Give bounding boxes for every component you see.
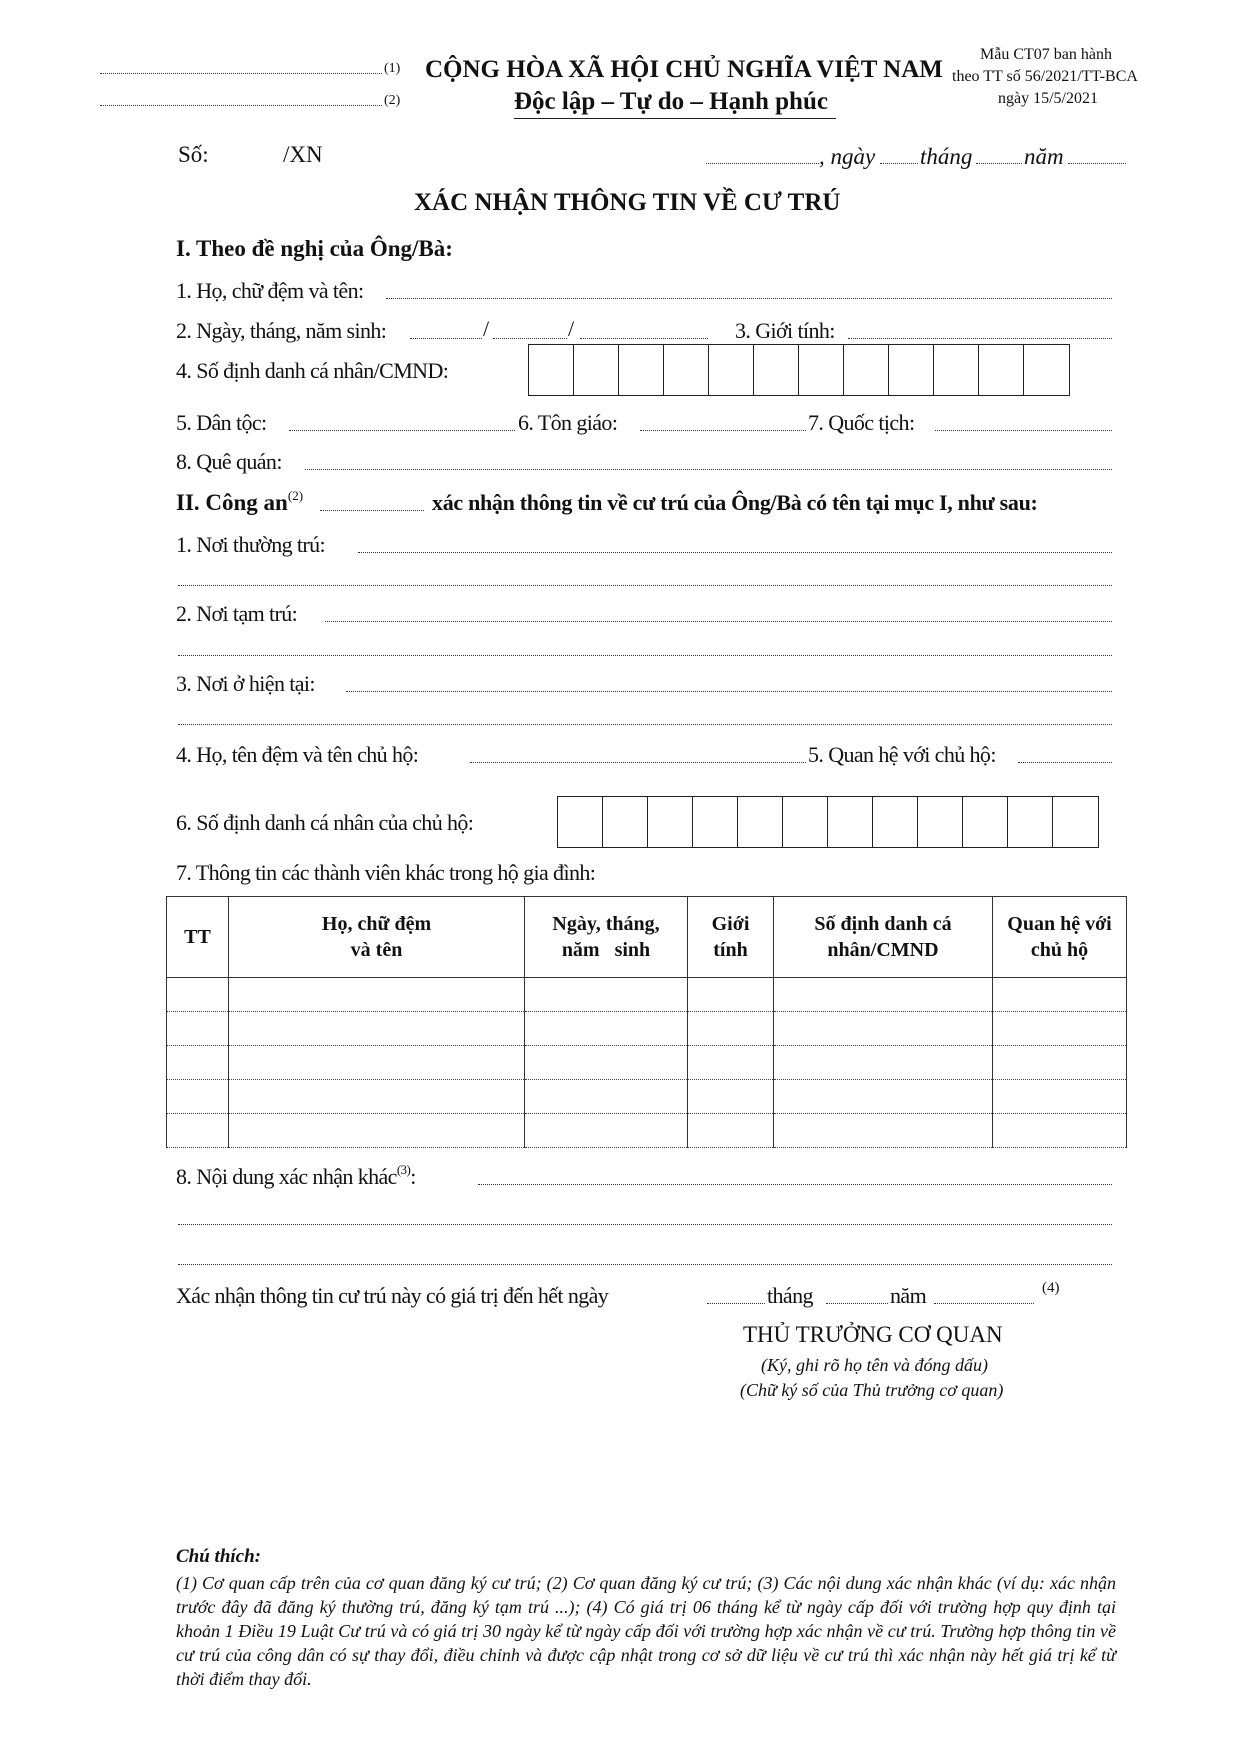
id-digit-box[interactable] bbox=[844, 345, 889, 395]
household-head-name-field[interactable] bbox=[470, 762, 806, 763]
police-unit-field[interactable] bbox=[320, 510, 424, 511]
footnote-body: (1) Cơ quan cấp trên của cơ quan đăng ký cư trú; (2) Cơ quan đăng ký cư trú; (3) Các nội dung xác nhận khác (ví dụ: xác nhận trước đây đã đăng ký thường trú, đăng ký tạm trú ...); (4) Có giá trị 06 tháng kể từ ngày cấp đối với trường hợp quy định tại khoản 1 Điều 19 Luật Cư trú và có giá trị 30 ngày kể từ ngày cấp đối với trường hợp xác nhận về cư trú. Trường hợp thông tin về cư trú của công dân có sự thay đổi, điều chỉnh và được cập nhật trong cơ sở dữ liệu về cư trú thì xác nhận này hết giá trị kể từ thời điểm thay đổi. bbox=[176, 1573, 1116, 1689]
table-cell[interactable] bbox=[993, 1080, 1127, 1114]
form-ref-line-2: theo TT số 56/2021/TT-BCA bbox=[952, 68, 1138, 85]
dob-day-field[interactable] bbox=[410, 338, 482, 339]
head-id-digit-box[interactable] bbox=[783, 797, 828, 847]
table-cell[interactable] bbox=[774, 1114, 993, 1148]
agency-superior-line[interactable] bbox=[100, 73, 382, 74]
validity-year-field[interactable] bbox=[934, 1303, 1034, 1304]
table-cell[interactable] bbox=[688, 1012, 774, 1046]
validity-month-field[interactable] bbox=[826, 1303, 888, 1304]
household-head-name-label: 4. Họ, tên đệm và tên chủ hộ: bbox=[176, 742, 419, 767]
col-header-tt: TT bbox=[167, 897, 229, 978]
table-row bbox=[167, 978, 1127, 1012]
id-digit-box[interactable] bbox=[529, 345, 574, 395]
id-digit-box[interactable] bbox=[754, 345, 799, 395]
id-digit-box[interactable] bbox=[934, 345, 979, 395]
head-id-digit-box[interactable] bbox=[603, 797, 648, 847]
table-cell[interactable] bbox=[774, 978, 993, 1012]
col-header-relation: Quan hệ với chủ hộ bbox=[993, 897, 1127, 978]
table-cell[interactable] bbox=[229, 1046, 525, 1080]
id-digit-box[interactable] bbox=[1024, 345, 1069, 395]
table-cell[interactable] bbox=[993, 1012, 1127, 1046]
table-row bbox=[167, 1114, 1127, 1148]
permanent-residence-field[interactable] bbox=[358, 552, 1112, 553]
id-digit-box[interactable] bbox=[574, 345, 619, 395]
col-header-dob: Ngày, tháng, năm sinh bbox=[525, 897, 688, 978]
dob-month-field[interactable] bbox=[493, 338, 567, 339]
head-id-digit-box[interactable] bbox=[693, 797, 738, 847]
head-id-digit-box[interactable] bbox=[648, 797, 693, 847]
signature-title: THỦ TRƯỞNG CƠ QUAN bbox=[743, 1322, 1003, 1347]
household-head-id-boxes[interactable] bbox=[557, 796, 1099, 848]
nationality-field[interactable] bbox=[935, 430, 1112, 431]
validity-year-label: năm bbox=[890, 1283, 927, 1308]
table-cell[interactable] bbox=[167, 978, 229, 1012]
head-id-digit-box[interactable] bbox=[963, 797, 1008, 847]
relation-label: 5. Quan hệ với chủ hộ: bbox=[808, 742, 996, 767]
table-row bbox=[167, 1080, 1127, 1114]
signature-note-1: (Ký, ghi rõ họ tên và đóng dấu) bbox=[761, 1355, 988, 1375]
table-cell[interactable] bbox=[525, 1080, 688, 1114]
ethnicity-field[interactable] bbox=[289, 430, 515, 431]
hometown-field[interactable] bbox=[305, 469, 1112, 470]
motto: Độc lập – Tự do – Hạnh phúc bbox=[514, 88, 828, 115]
table-cell[interactable] bbox=[993, 1114, 1127, 1148]
table-cell[interactable] bbox=[167, 1046, 229, 1080]
table-cell[interactable] bbox=[774, 1012, 993, 1046]
col-header-id: Số định danh cá nhân/CMND bbox=[774, 897, 993, 978]
religion-field[interactable] bbox=[640, 430, 806, 431]
day-field[interactable] bbox=[880, 163, 918, 164]
temporary-residence-field-2[interactable] bbox=[178, 655, 1112, 656]
table-cell[interactable] bbox=[167, 1114, 229, 1148]
table-cell[interactable] bbox=[525, 1114, 688, 1148]
table-cell[interactable] bbox=[774, 1080, 993, 1114]
id-number-boxes[interactable] bbox=[528, 344, 1070, 396]
temporary-residence-field[interactable] bbox=[325, 621, 1112, 622]
head-id-digit-box[interactable] bbox=[558, 797, 603, 847]
gender-field[interactable] bbox=[848, 338, 1112, 339]
validity-footnote-marker: (4) bbox=[1042, 1280, 1060, 1296]
month-field[interactable] bbox=[976, 163, 1022, 164]
signature-area[interactable] bbox=[700, 1410, 1030, 1520]
household-members-table bbox=[166, 896, 1127, 1148]
table-cell[interactable] bbox=[688, 1046, 774, 1080]
gender-label: 3. Giới tính: bbox=[735, 318, 835, 343]
head-id-digit-box[interactable] bbox=[738, 797, 783, 847]
date-year-label: năm bbox=[1024, 144, 1064, 169]
temporary-residence-label: 2. Nơi tạm trú: bbox=[176, 601, 298, 626]
place-field[interactable] bbox=[706, 163, 819, 164]
head-id-digit-box[interactable] bbox=[918, 797, 963, 847]
doc-number-suffix: /XN bbox=[283, 142, 323, 167]
id-digit-box[interactable] bbox=[619, 345, 664, 395]
table-cell[interactable] bbox=[774, 1046, 993, 1080]
table-cell[interactable] bbox=[229, 1080, 525, 1114]
dob-slash-1: / bbox=[483, 316, 490, 341]
table-cell[interactable] bbox=[229, 1114, 525, 1148]
relation-field[interactable] bbox=[1018, 762, 1112, 763]
section-1-heading: I. Theo đề nghị của Ông/Bà: bbox=[176, 236, 453, 261]
validity-day-field[interactable] bbox=[707, 1303, 765, 1304]
motto-underline bbox=[514, 118, 836, 119]
nationality-label: 7. Quốc tịch: bbox=[808, 410, 915, 435]
table-cell[interactable] bbox=[167, 1080, 229, 1114]
members-label: 7. Thông tin các thành viên khác trong hộ gia đình: bbox=[176, 860, 596, 885]
id-digit-box[interactable] bbox=[799, 345, 844, 395]
current-residence-field[interactable] bbox=[346, 691, 1112, 692]
validity-text: Xác nhận thông tin cư trú này có giá trị đến hết ngày bbox=[176, 1283, 609, 1308]
full-name-field[interactable] bbox=[386, 298, 1112, 299]
table-row bbox=[167, 1012, 1127, 1046]
hometown-label: 8. Quê quán: bbox=[176, 449, 282, 474]
table-cell[interactable] bbox=[525, 1012, 688, 1046]
footnote-heading: Chú thích: bbox=[176, 1546, 262, 1567]
current-residence-field-2[interactable] bbox=[178, 724, 1112, 725]
permanent-residence-field-2[interactable] bbox=[178, 585, 1112, 586]
household-head-id-label: 6. Số định danh cá nhân của chủ hộ: bbox=[176, 810, 474, 835]
table-cell[interactable] bbox=[993, 978, 1127, 1012]
table-cell[interactable] bbox=[229, 1012, 525, 1046]
id-digit-box[interactable] bbox=[664, 345, 709, 395]
table-cell[interactable] bbox=[167, 1012, 229, 1046]
id-digit-box[interactable] bbox=[709, 345, 754, 395]
section-2-heading-end: xác nhận thông tin về cư trú của Ông/Bà có tên tại mục I, như sau: bbox=[432, 490, 1038, 515]
religion-label: 6. Tôn giáo: bbox=[518, 410, 618, 435]
permanent-residence-label: 1. Nơi thường trú: bbox=[176, 532, 326, 557]
col-header-gender: Giới tính bbox=[688, 897, 774, 978]
head-id-digit-box[interactable] bbox=[1008, 797, 1053, 847]
other-content-field-2[interactable] bbox=[178, 1224, 1112, 1225]
table-cell[interactable] bbox=[688, 1114, 774, 1148]
other-content-label: 8. Nội dung xác nhận khác$^{(3)}$: bbox=[176, 1162, 416, 1189]
head-id-digit-box[interactable] bbox=[828, 797, 873, 847]
table-cell[interactable] bbox=[525, 1046, 688, 1080]
dob-year-field[interactable] bbox=[580, 338, 708, 339]
date-day-label: , ngày bbox=[819, 144, 876, 169]
dob-label: 2. Ngày, tháng, năm sinh: bbox=[176, 318, 387, 343]
form-ref-line-1: Mẫu CT07 ban hành bbox=[980, 46, 1112, 63]
footnote-marker-2: (2) bbox=[384, 93, 401, 108]
other-content-field[interactable] bbox=[478, 1184, 1112, 1185]
ethnicity-label: 5. Dân tộc: bbox=[176, 410, 267, 435]
current-residence-label: 3. Nơi ở hiện tại: bbox=[176, 671, 315, 696]
full-name-label: 1. Họ, chữ đệm và tên: bbox=[176, 278, 364, 303]
signature-note-2: (Chữ ký số của Thủ trưởng cơ quan) bbox=[740, 1380, 1004, 1400]
table-cell[interactable] bbox=[688, 978, 774, 1012]
agency-line[interactable] bbox=[100, 105, 382, 106]
id-digit-box[interactable] bbox=[889, 345, 934, 395]
table-cell[interactable] bbox=[993, 1046, 1127, 1080]
date-month-label: tháng bbox=[920, 144, 973, 169]
doc-number-label: Số: bbox=[178, 142, 209, 167]
table-header-row bbox=[167, 897, 1127, 978]
table-cell[interactable] bbox=[229, 978, 525, 1012]
form-ref-line-3: ngày 15/5/2021 bbox=[998, 90, 1098, 107]
head-id-digit-box[interactable] bbox=[873, 797, 918, 847]
table-cell[interactable] bbox=[688, 1080, 774, 1114]
col-header-name: Họ, chữ đệm và tên bbox=[229, 897, 525, 978]
table-row bbox=[167, 1046, 1127, 1080]
dob-slash-2: / bbox=[568, 316, 575, 341]
national-title: CỘNG HÒA XÃ HỘI CHỦ NGHĨA VIỆT NAM bbox=[425, 56, 943, 83]
other-content-field-3[interactable] bbox=[178, 1264, 1112, 1265]
table-cell[interactable] bbox=[525, 978, 688, 1012]
head-id-digit-box[interactable] bbox=[1053, 797, 1098, 847]
section-2-heading-start: II. Công $an^{(2)}$ bbox=[176, 488, 304, 515]
footnote-marker-1: (1) bbox=[384, 61, 401, 76]
document-title: XÁC NHẬN THÔNG TIN VỀ CƯ TRÚ bbox=[414, 189, 841, 216]
id-number-label: 4. Số định danh cá nhân/CMND: bbox=[176, 358, 449, 383]
id-digit-box[interactable] bbox=[979, 345, 1024, 395]
validity-month-label: tháng bbox=[767, 1283, 813, 1308]
year-field[interactable] bbox=[1068, 163, 1126, 164]
